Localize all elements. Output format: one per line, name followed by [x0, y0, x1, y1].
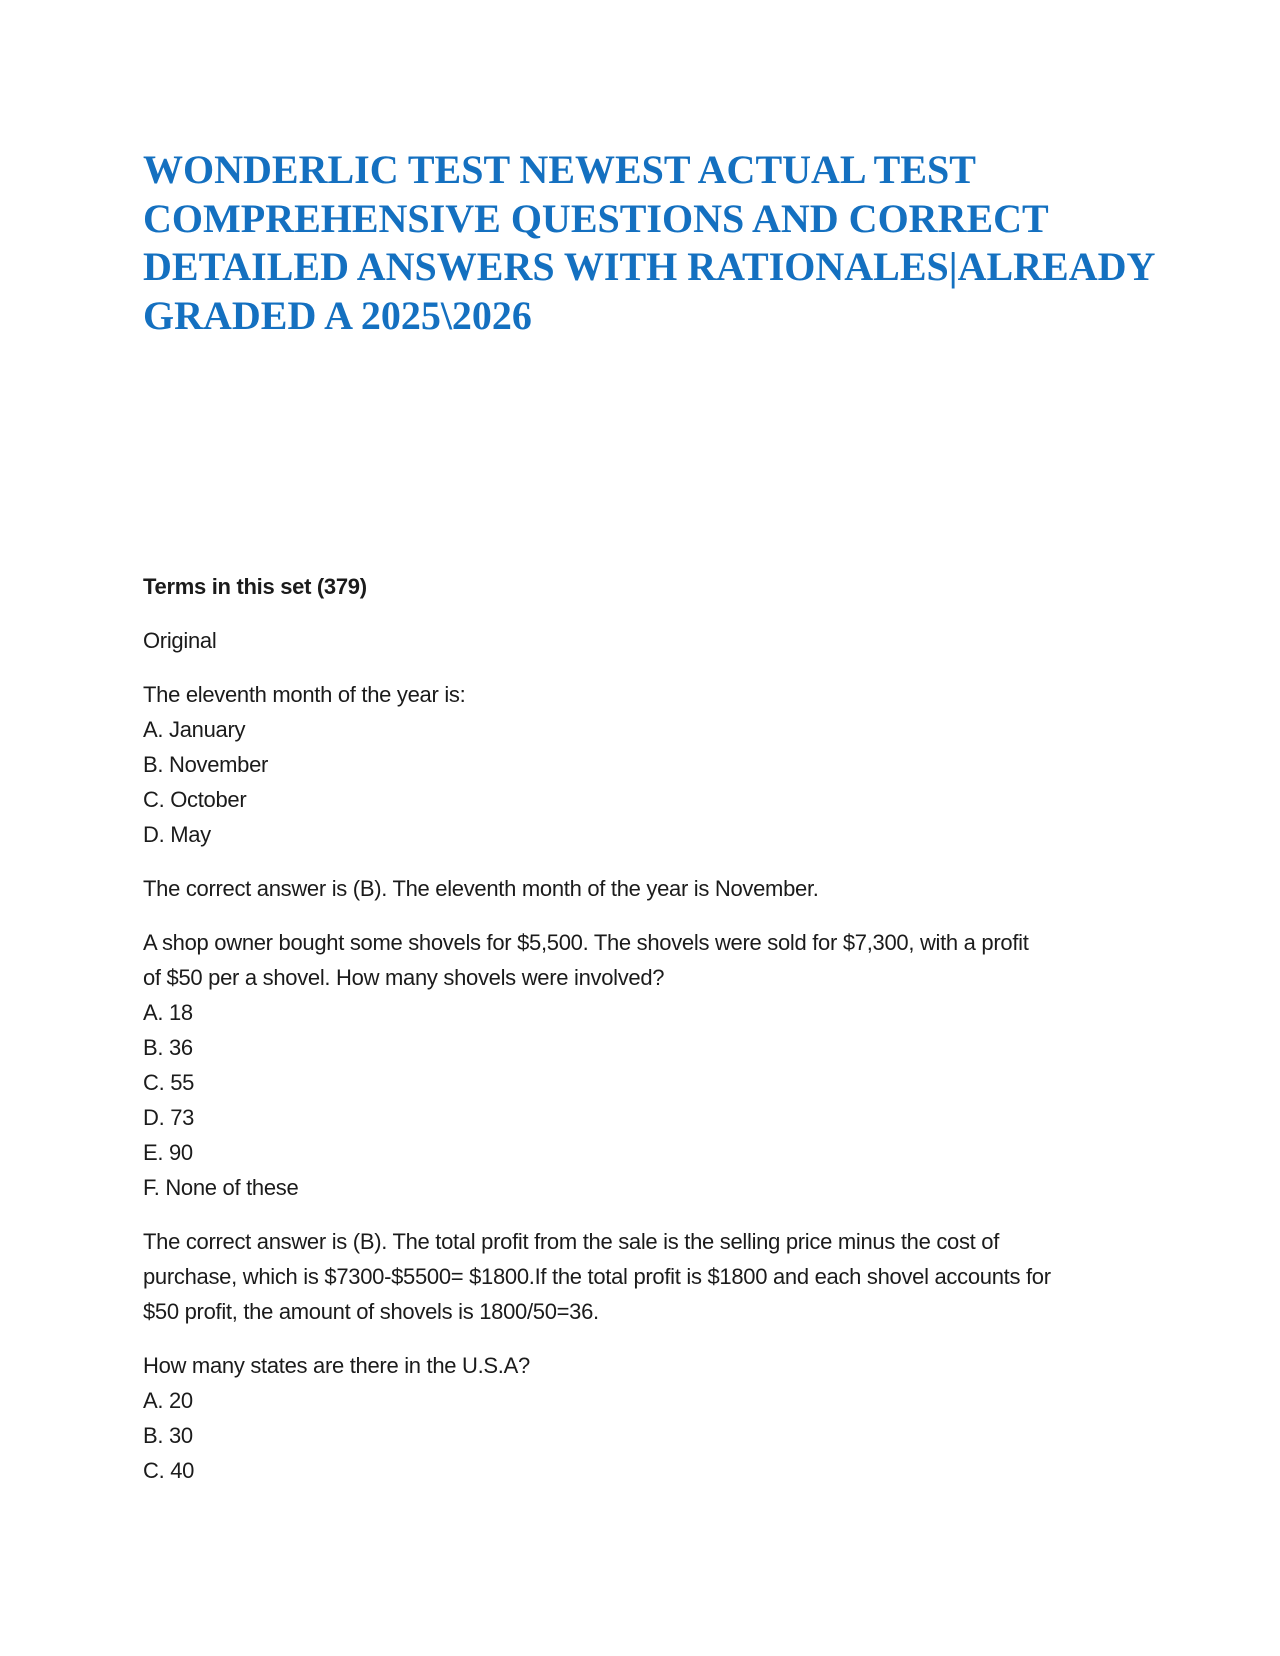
question-1-line: The eleventh month of the year is:	[143, 682, 466, 707]
question-1-line: B. November	[143, 752, 269, 777]
question-1-line: C. October	[143, 787, 247, 812]
document-title	[143, 146, 1156, 340]
answer-2-line: The correct answer is (B). The total profit from the sale is the selling price minus the cost of	[143, 1229, 1000, 1254]
question-2-line: D. 73	[143, 1105, 195, 1130]
answer-2-line: purchase, which is $7300-$5500= $1800.If the total profit is $1800 and each shovel accounts for	[143, 1264, 1051, 1289]
original-label-line: Original	[143, 628, 217, 653]
answer-2-line: $50 profit, the amount of shovels is 1800/50=36.	[143, 1299, 599, 1324]
question-2-line: B. 36	[143, 1035, 193, 1060]
document-title-line: DETAILED ANSWERS WITH RATIONALES|ALREADY	[143, 244, 1156, 289]
question-1-line: D. May	[143, 822, 211, 847]
question-2-line: E. 90	[143, 1140, 193, 1165]
document-title-line: WONDERLIC TEST NEWEST ACTUAL TEST	[143, 147, 976, 192]
answer-1	[143, 871, 1143, 906]
question-2-line: A. 18	[143, 1000, 193, 1025]
question-3-line: A. 20	[143, 1388, 193, 1413]
question-2-line: of $50 per a shovel. How many shovels were involved?	[143, 965, 665, 990]
answer-2	[143, 1224, 1143, 1329]
question-3-line: B. 30	[143, 1423, 193, 1448]
document-title-line: GRADED A 2025\2026	[143, 292, 532, 338]
original-label	[143, 623, 1143, 658]
answer-1-line: The correct answer is (B). The eleventh month of the year is November.	[143, 876, 819, 901]
question-2	[143, 925, 1143, 1205]
question-2-line: F. None of these	[143, 1175, 299, 1200]
question-3	[143, 1348, 1143, 1488]
terms-heading-line: Terms in this set (379)	[143, 574, 367, 599]
terms-heading	[143, 569, 1143, 604]
document-title-line: COMPREHENSIVE QUESTIONS AND CORRECT	[143, 195, 1049, 241]
question-2-line: A shop owner bought some shovels for $5,500. The shovels were sold for $7,300, with a profit	[143, 930, 1029, 955]
question-1-line: A. January	[143, 717, 246, 742]
question-1	[143, 677, 1143, 852]
document-body	[143, 569, 1143, 1488]
question-3-line: How many states are there in the U.S.A?	[143, 1353, 530, 1378]
question-3-line: C. 40	[143, 1458, 195, 1483]
question-2-line: C. 55	[143, 1070, 195, 1095]
document-content	[143, 0, 1156, 1507]
